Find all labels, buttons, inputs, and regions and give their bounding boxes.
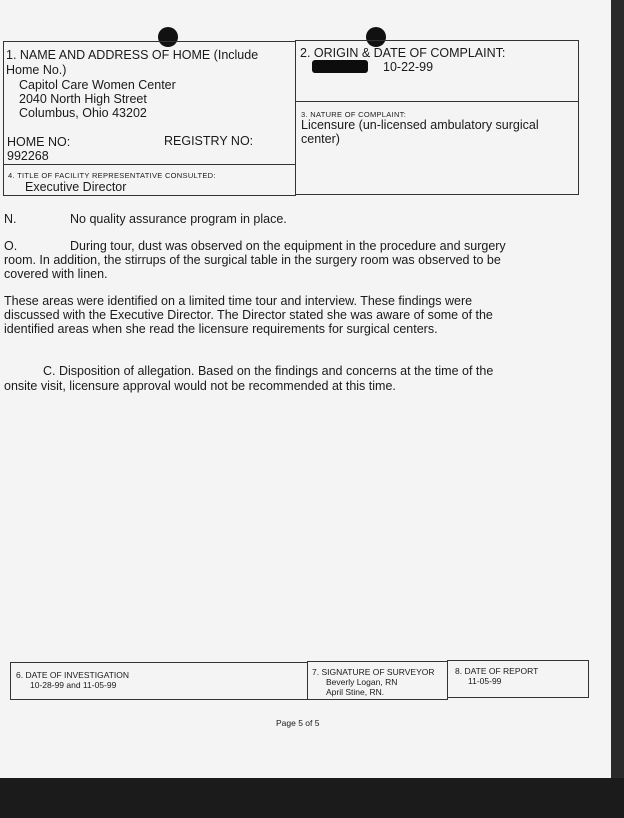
investigation-value: 10-28-99 and 11-05-99 <box>30 680 117 690</box>
surveyor-name-1: Beverly Logan, RN <box>326 677 398 687</box>
report-date-value: 11-05-99 <box>468 676 502 686</box>
home-no-label: HOME NO: <box>7 135 71 149</box>
disposition-line2: onsite visit, licensure approval would not be recommended at this time. <box>4 379 396 393</box>
nature-line2: center) <box>301 132 340 146</box>
item-o-line2: room. In addition, the stirrups of the surgical table in the surgery room was observed to be <box>4 253 501 267</box>
investigation-label: 6. DATE OF INVESTIGATION <box>16 670 130 680</box>
nature-label: 3. NATURE OF COMPLAINT: <box>301 110 407 119</box>
home-no-value: 992268 <box>7 149 49 163</box>
item-n-text: No quality assurance program in place. <box>70 212 287 226</box>
page-edge-shadow <box>611 0 624 778</box>
origin-date: 10-22-99 <box>383 60 434 74</box>
facility-street: 2040 North High Street <box>19 92 147 106</box>
findings-line2: discussed with the Executive Director. The Director stated she was aware of some of the <box>4 308 493 322</box>
signature-label: 7. SIGNATURE OF SURVEYOR <box>312 667 435 677</box>
name-address-label-cont: Home No.) <box>6 63 67 77</box>
item-o-line3: covered with linen. <box>4 267 108 281</box>
report-date-label: 8. DATE OF REPORT <box>455 666 539 676</box>
origin-label: 2. ORIGIN & DATE OF COMPLAINT: <box>300 46 506 60</box>
page-number: Page 5 of 5 <box>276 718 320 728</box>
disposition-line1: C. Disposition of allegation. Based on the findings and concerns at the time of the <box>43 364 494 378</box>
item-n-letter: N. <box>4 212 17 226</box>
item-o-line1: During tour, dust was observed on the equipment in the procedure and surgery <box>70 239 506 253</box>
findings-line1: These areas were identified on a limited time tour and interview. These findings were <box>4 294 473 308</box>
representative-label: 4. TITLE OF FACILITY REPRESENTATIVE CONSULTED: <box>8 171 216 180</box>
facility-city: Columbus, Ohio 43202 <box>19 106 147 120</box>
item-o-letter: O. <box>4 239 18 253</box>
surveyor-name-2: April Stine, RN. <box>326 687 385 697</box>
findings-line3: identified areas when she read the licensure requirements for surgical centers. <box>4 322 438 336</box>
registry-no-label: REGISTRY NO: <box>164 134 254 148</box>
facility-name: Capitol Care Women Center <box>19 78 176 92</box>
redaction-mark <box>312 60 368 73</box>
representative-value: Executive Director <box>25 180 127 194</box>
name-address-label: 1. NAME AND ADDRESS OF HOME (Include <box>6 48 259 62</box>
nature-line1: Licensure (un-licensed ambulatory surgical <box>301 118 539 132</box>
